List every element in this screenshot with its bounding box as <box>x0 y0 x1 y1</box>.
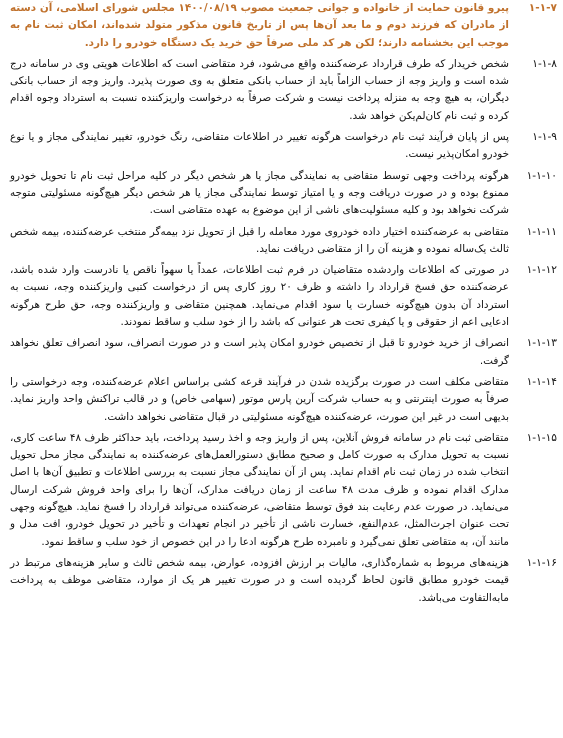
clause-1-1-11 <box>10 224 557 259</box>
clause-number: ۱-۱-۱۶ <box>526 556 557 569</box>
clause-1-1-7 <box>10 0 557 52</box>
clause-text: متقاضی مکلف است در صورت برگزیده شدن در فرآیند قرعه کشی براساس اعلام عرضه‌کننده، وجه درخواستی را صرفاً به صورت اینترنتی و به حساب شرکت آرین پارس موتور (سهامی خاص) و در قالب تراکنش واحد واریز نماید. بدیهی است در غیر این صورت، عرضه‌کننده هیچ‌گونه مسئولیتی در قبال متقاضی نخواهد داشت. <box>10 375 509 423</box>
clause-number: ۱-۱-۷ <box>528 2 557 14</box>
clause-text: هرگونه پرداخت وجهی توسط متقاضی به نمایندگی مجاز یا هر شخص دیگر در کلیه مراحل ثبت نام تا تحویل خودرو ممنوع بوده و در صورت دریافت وجه و یا امتیاز توسط نمایندگی مجاز یا هر شخص دیگر هیچ‌گونه مسئولیتی متوجه شرکت نخواهد بود و کلیه مسئولیت‌های ناشی از این موضوع به عهده متقاضی است. <box>10 169 509 217</box>
clause-1-1-13 <box>10 335 557 370</box>
clause-number: ۱-۱-۸ <box>532 57 557 70</box>
clause-1-1-16 <box>10 555 557 607</box>
clause-1-1-12 <box>10 262 557 331</box>
clause-number: ۱-۱-۱۳ <box>526 337 557 350</box>
clause-text: متقاضی به عرضه‌کننده اختیار داده خودروی مورد معامله را قبل از تحویل نزد بیمه‌گر منتخب عرضه‌کننده، بیمه شخص ثالث یک‌ساله نموده و هزینه آن را از متقاضی دریافت نماید. <box>10 225 509 255</box>
clause-text: شخص خریدار که طرف قرارداد عرضه‌کننده واقع می‌شود، فرد متقاضی است که اطلاعات هویتی وی در سامانه درج شده است و واریز وجه از حساب الزاماً باید از حساب بانکی متعلق به وی صورت پذیرد. واریز وجه از حساب بانکی دیگران، به هیچ وجه به منزله پرداخت نیست و شرکت صرفاً به درخواست واریزکننده نسبت به استرداد وجوه اقدام کرده و ثبت نام کان‌لم‌یکن خواهد شد. <box>10 57 509 122</box>
clause-text: پس از پایان فرآیند ثبت نام درخواست هرگونه تغییر در اطلاعات متقاضی، رنگ خودرو، تغییر نمایندگی مجاز و یا نوع خودرو امکان‌پذیر نیست. <box>10 131 509 161</box>
clause-number: ۱-۱-۱۴ <box>526 375 557 388</box>
clause-1-1-15 <box>10 430 557 551</box>
clause-text: هزینه‌های مربوط به شماره‌گذاری، مالیات بر ارزش افزوده، عوارض، بیمه شخص ثالث و سایر هزینه‌های مرتبط در قیمت خودرو مطابق قانون لحاظ گردیده است و در صورت تغییر هر یک از موارد، متقاضی موظف به پرداخت مابه‌التفاوت می‌باشد. <box>10 556 509 604</box>
clause-number: ۱-۱-۹ <box>532 131 557 144</box>
clause-1-1-14 <box>10 374 557 426</box>
clause-text: در صورتی که اطلاعات واردشده متقاضیان در فرم ثبت اطلاعات، عمداً یا سهواً ناقص یا نادرست وارد شده باشد، عرضه‌کننده حق فسخ قرارداد را داشته و ظرف ۲۰ روز کاری پس از درخواست کتبی واریزکننده وجه، نسبت به استرداد آن بدون هیچ‌گونه خسارت یا سود اقدام می‌نماید. همچنین متقاضی و واریزکننده وجه، حق طرح هرگونه ادعایی اعم از حقوقی و یا کیفری تحت هر عنوانی که باشد را از خود سلب و ساقط نمودند. <box>10 264 509 329</box>
clause-number: ۱-۱-۱۰ <box>526 169 557 182</box>
clause-text: متقاضی ثبت نام در سامانه فروش آنلاین، پس از واریز وجه و اخذ رسید پرداخت، باید حداکثر ظرف ۴۸ ساعت کاری، نسبت به تحویل مدارک به صورت کامل و صحیح مطابق دستورالعمل‌های عرضه‌کننده به نمایندگی مجاز محل تحویل انتخاب شده در زمان ثبت نام اقدام نماید. پس از آن نمایندگی مجاز نسبت به بررسی اطلاعات و تطبیق آن‌ها با اصل مدارک اقدام نموده و ظرف مدت ۴۸ ساعت از زمان دریافت مدارک، آن‌ها را برای واحد فروش شرکت ارسال می‌نماید. در صورت عدم رعایت بند فوق توسط متقاضی، عرضه‌کننده می‌تواند قرارداد را فسخ نماید. هیچ‌گونه وجهی تحت عنوان اجرت‌المثل، عدم‌النفع، خسارت ناشی از تأخیر در انجام تعهدات و تأخیر در تحویل خودرو، افت مدل و مانند آن، به متقاضی تعلق نمی‌گیرد و نامبرده طرح هرگونه ادعا را در این خصوص از خود سلب و ساقط نمود. <box>10 431 509 548</box>
clause-number: ۱-۱-۱۱ <box>526 225 557 238</box>
clause-1-1-9 <box>10 129 557 164</box>
clause-text: پیرو قانون حمایت از خانواده و جوانی جمعیت مصوب ۱۴۰۰/۰۸/۱۹ مجلس شورای اسلامی، آن دسته از مادران که فرزند دوم و ما بعد آن‌ها پس از تاریخ قانون مذکور متولد شده‌اند، امکان ثبت نام به موجب این بخشنامه دارند؛ لکن هر کد ملی صرفاً حق خرید یک دستگاه خودرو را دارد. <box>10 2 509 49</box>
clause-text: انصراف از خرید خودرو تا قبل از تخصیص خودرو امکان پذیر است و در صورت انصراف، سود انصراف تعلق نخواهد گرفت. <box>10 337 509 367</box>
clause-number: ۱-۱-۱۲ <box>526 264 557 277</box>
clause-1-1-8 <box>10 56 557 125</box>
clause-1-1-10 <box>10 168 557 220</box>
clause-number: ۱-۱-۱۵ <box>526 431 557 444</box>
